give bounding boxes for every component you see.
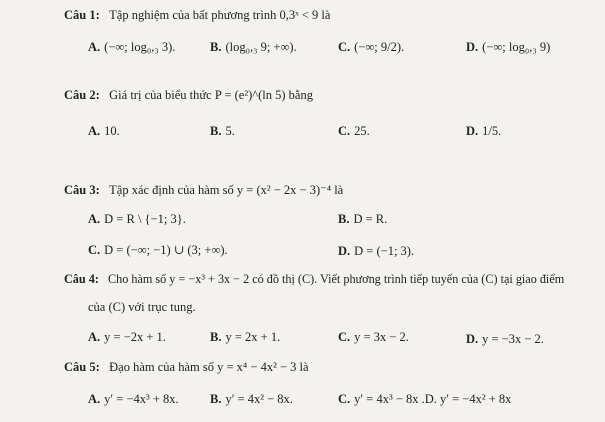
question-1-text: Tập nghiệm của bất phương trình 0,3ˣ < 9 là [109, 8, 331, 22]
question-4-text: Cho hàm số y = −x³ + 3x − 2 có đồ thị (C). Viết phương trình tiếp tuyến của (C) tại giao điểm [108, 272, 565, 286]
question-3-text: Tập xác định của hàm số y = (x² − 2x − 3)⁻⁴ là [109, 183, 344, 197]
q4-option-d-value: y = −3x − 2. [482, 332, 544, 346]
q1-option-c-value: (−∞; 9/2). [354, 40, 405, 54]
question-3 [64, 182, 343, 198]
q4-option-c-value: y = 3x − 2. [354, 330, 409, 344]
question-4-text-2: của (C) với trục tung. [88, 300, 196, 314]
q5-option-c-value: y′ = 4x³ − 8x .D. y′ = −4x² + 8x [354, 392, 512, 406]
question-4-continuation [88, 300, 196, 315]
q3-option-d: D. D = (−1; 3). [338, 244, 415, 258]
q2-option-c: C. 25. [338, 124, 370, 138]
q4-option-d: D. y = −3x − 2. [466, 332, 544, 346]
question-1-label: Câu 1: [64, 8, 100, 22]
q3-option-b-value: D = R. [353, 212, 388, 226]
question-2-label: Câu 2: [64, 88, 100, 102]
q2-option-a-value: 10. [104, 124, 120, 138]
question-2 [64, 88, 313, 103]
q3-option-c-value: D = (−∞; −1) ∪ (3; +∞). [104, 243, 228, 257]
q1-option-b: B. (log₀,₃ 9; +∞). [210, 40, 297, 54]
q3-option-c: C. D = (−∞; −1) ∪ (3; +∞). [88, 243, 228, 257]
q5-option-a-value: y′ = −4x³ + 8x. [104, 392, 179, 406]
q5-option-b-value: y′ = 4x² − 8x. [225, 392, 293, 406]
question-3-label: Câu 3: [64, 183, 100, 197]
q4-option-a-value: y = −2x + 1. [104, 330, 166, 344]
question-1 [64, 8, 330, 23]
q5-option-a: A. y′ = −4x³ + 8x. [88, 392, 179, 406]
q1-option-d-value: (−∞; log₀,₃ 9) [482, 40, 551, 54]
q1-option-a: A. (−∞; log₀,₃ 3). [88, 40, 176, 54]
q3-option-b: B. D = R. [338, 212, 388, 226]
question-5-label: Câu 5: [64, 360, 100, 374]
question-5-text: Đạo hàm của hàm số y = x⁴ − 4x² − 3 là [109, 360, 309, 374]
q4-option-c: C. y = 3x − 2. [338, 330, 409, 344]
q4-option-b-value: y = 2x + 1. [225, 330, 281, 344]
question-4-label: Câu 4: [64, 272, 99, 286]
q3-option-d-value: D = (−1; 3). [354, 244, 415, 258]
q2-option-a: A. 10. [88, 124, 120, 138]
q2-option-b-value: 5. [225, 124, 235, 138]
question-2-text: Giá trị của biểu thức P = (e²)^(ln 5) bằng [109, 88, 313, 102]
q4-option-a: A. y = −2x + 1. [88, 330, 166, 344]
q1-option-a-value: (−∞; log₀,₃ 3). [104, 40, 176, 54]
q5-option-b: B. y′ = 4x² − 8x. [210, 392, 293, 406]
question-4 [64, 272, 564, 287]
q1-option-d: D. (−∞; log₀,₃ 9) [466, 40, 551, 54]
q3-option-a: A. D = R \ {−1; 3}. [88, 212, 186, 226]
q5-option-c: C. y′ = 4x³ − 8x .D. y′ = −4x² + 8x [338, 392, 512, 406]
q2-option-b: B. 5. [210, 124, 235, 138]
question-5 [64, 360, 309, 375]
q2-option-d: D. 1/5. [466, 124, 502, 138]
q4-option-b: B. y = 2x + 1. [210, 330, 281, 344]
q3-option-a-value: D = R \ {−1; 3}. [104, 212, 186, 226]
q1-option-c: C. (−∞; 9/2). [338, 40, 405, 54]
q1-option-b-value: (log₀,₃ 9; +∞). [225, 40, 297, 54]
q2-option-c-value: 25. [354, 124, 370, 138]
q2-option-d-value: 1/5. [482, 124, 502, 138]
